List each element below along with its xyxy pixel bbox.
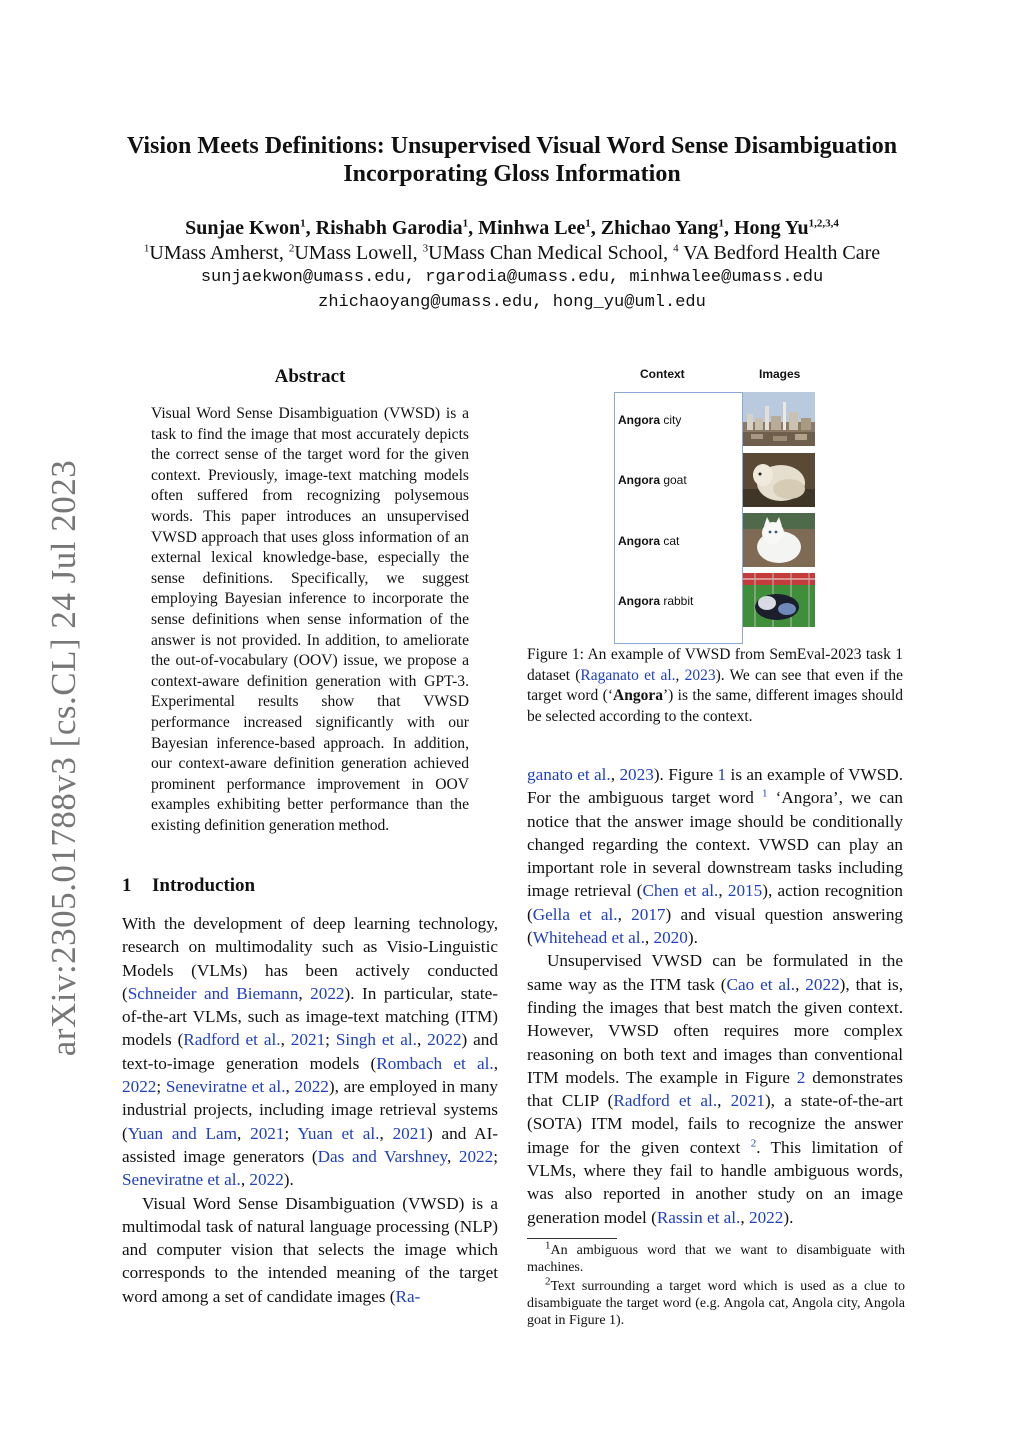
section-number: 1 <box>122 875 132 896</box>
figure-1-caption: Figure 1: An example of VWSD from SemEval-2023 task 1 dataset (Raganato et al., 2023). We can see that even if the target word (‘Angora’) is the same, different images should be selected according to the context. <box>527 646 904 725</box>
images-column-header: Images <box>759 367 801 381</box>
intro-left-column <box>122 912 498 1308</box>
author-name: Sunjae Kwon <box>185 217 301 239</box>
arxiv-identifier: arXiv:2305.01788v3 [cs.CL] 24 Jul 2023 <box>44 459 83 1057</box>
footnote-1: $^1$An ambiguous word that we want to disambiguate with machines. <box>527 1239 905 1275</box>
citation-year-link[interactable]: 2022 <box>249 1170 284 1190</box>
citation-year-link[interactable]: 2022 <box>427 1030 462 1050</box>
citation-link[interactable]: Seneviratne et al. <box>165 1077 286 1097</box>
footnote-divider <box>527 1238 617 1239</box>
context-item-cat: Angora cat <box>618 534 680 548</box>
footnote-reference-link[interactable]: 1 <box>761 787 768 800</box>
intro-right-column <box>527 763 903 1229</box>
author-name: Zhichao Yang <box>600 217 719 239</box>
angora-goat-photo <box>743 453 815 507</box>
city-skyline-photo <box>743 392 815 446</box>
citation-year-link[interactable]: 2022 <box>458 1146 494 1166</box>
email-line-2[interactable]: zhichaoyang@umass.edu, hong_yu@uml.edu <box>318 293 706 312</box>
affiliation-name: UMass Chan Medical School, <box>428 242 669 264</box>
affiliations <box>110 241 914 265</box>
context-item-goat: Angora goat <box>618 473 687 487</box>
context-item-city: Angora city <box>618 413 682 427</box>
citation-year-link[interactable]: 2022 <box>122 1077 157 1097</box>
affiliation-number: 4 <box>673 242 679 255</box>
citation-link[interactable]: Das and Varshney <box>317 1146 447 1166</box>
citation-link[interactable]: Rombach et al. <box>376 1053 494 1073</box>
citation-year-link[interactable]: 2022 <box>310 983 345 1003</box>
citation-year-link[interactable]: 2021 <box>730 1091 765 1111</box>
affiliation-mark: 1 <box>718 217 724 230</box>
citation-year-link[interactable]: 2023 <box>619 765 654 784</box>
citation-link[interactable]: ganato et al. <box>527 765 611 784</box>
intro-paragraph-4: Unsupervised VWSD can be formulated in the same way as the ITM task (Cao et al., 2022), that is, finding the images that best match the given context. However, VWSD often requires more complex reasoning on both text and images than conventional ITM models. The example in Figure 2 demonstrates that CLIP (Radford et al., 2021), a state-of-the-art (SOTA) ITM model, fails to recognize the answer image for the given context $^2$. This limitation of VLMs, where they fail to handle ambiguous words, was also reported in another study on an image generation model (Rassin et al., 2022). <box>527 951 904 1227</box>
figure-1 <box>527 362 903 652</box>
title-line-1: Vision Meets Definitions: Unsupervised Visual Word Sense Disambiguation <box>126 133 898 159</box>
citation-link[interactable]: Radford et al. <box>183 1030 281 1050</box>
white-angora-cat-photo <box>743 513 815 567</box>
citation-year-link[interactable]: 2021 <box>392 1123 427 1143</box>
affiliation-mark: 1 <box>462 217 469 230</box>
citation-link[interactable]: Raganato et al. <box>580 666 676 684</box>
email-line-1[interactable]: sunjaekwon@umass.edu, rgarodia@umass.edu, minhwalee@umass.edu <box>200 268 824 287</box>
citation-link[interactable]: Radford et al. <box>613 1091 718 1111</box>
abstract-text: Visual Word Sense Disambiguation (VWSD) is a task to find the image that most accurately depicts the correct sense of the target word for the given context. Previously, image-text matching models often suffered from recognizing polysemous words. This paper introduces an unsupervised VWSD approach that uses gloss information of an external lexical knowledge-base, especially the sense definitions. Specifically, we suggest employing Bayesian inference to incorporate the sense definitions when sense information of the answer is not provided. In addition, to ameliorate the out-of-vocabulary (OOV) issue, we propose a context-aware definition generation with GPT-3. Experimental results show that VWSD performance increased significantly with our Bayesian inference-based approach. In addition, our context-aware definition generation achieved prominent performance improvement in OOV examples exhibiting better performance than the existing definition generation method. <box>151 405 469 834</box>
citation-link[interactable]: Seneviratne et al. <box>122 1170 241 1190</box>
paper-title <box>110 132 914 188</box>
citation-year-link[interactable]: 2021 <box>290 1030 326 1050</box>
affiliation-name: VA Bedford Health Care <box>678 242 881 264</box>
figure-reference-link[interactable]: 2 <box>796 1067 806 1087</box>
citation-link[interactable]: Whitehead et al. <box>532 928 645 948</box>
citation-year-link[interactable]: 2020 <box>653 928 688 948</box>
citation-year-link[interactable]: 2022 <box>805 974 840 994</box>
affiliation-number: 3 <box>422 242 429 255</box>
citation-year-link[interactable]: 2017 <box>631 904 666 924</box>
footnote-2: $^2$Text surrounding a target word which is used as a clue to disambiguate the target word (e.g. Angola cat, Angola city, Angola goat in Figure 1). <box>527 1275 905 1328</box>
citation-year-link[interactable]: 2022 <box>748 1207 784 1227</box>
affiliation-mark: 1 <box>300 217 306 230</box>
author-name: Rishabh Garodia <box>315 217 463 239</box>
citation-link[interactable]: Chen et al. <box>642 881 719 901</box>
affiliation-number: 1 <box>143 242 150 255</box>
citation-year-link[interactable]: 2022 <box>294 1077 329 1097</box>
intro-paragraph-2: Visual Word Sense Disambiguation (VWSD) is a multimodal task of natural language processing (NLP) and computer vision that selects the image which corresponds to the intended meaning of the target word among a set of candidate images (Ra- <box>122 1193 498 1306</box>
citation-link[interactable]: Cao et al. <box>726 974 796 994</box>
citation-link[interactable]: Singh et al. <box>335 1030 417 1050</box>
affiliation-mark: 1 <box>585 217 591 230</box>
citation-link[interactable]: Yuan and Lam <box>127 1123 237 1143</box>
citation-link[interactable]: Rassin et al. <box>656 1207 741 1227</box>
abstract-heading: Abstract <box>274 366 346 387</box>
intro-paragraph-3: ganato et al., 2023). Figure 1 is an example of VWSD. For the ambiguous target word $^1$ ‘Angora’, we can notice that the answer image should be conditionally changed regarding the context. VWSD can play an important role in several downstream tasks including image retrieval (Chen et al., 2015), action recognition (Gella et al., 2017) and visual question answering (Whitehead et al., 2020). <box>527 765 904 948</box>
author-name: Hong Yu <box>733 217 809 239</box>
author-name: Minhwa Lee <box>478 217 586 239</box>
affiliation-name: UMass Amherst, <box>149 242 284 264</box>
section-heading <box>122 875 255 897</box>
citation-link[interactable]: Ra- <box>395 1286 421 1306</box>
citation-link[interactable]: Yuan et al. <box>297 1123 380 1143</box>
citation-link[interactable]: Gella et al. <box>532 904 618 924</box>
angora-rabbit-photo <box>743 573 815 627</box>
section-title: Introduction <box>152 875 256 896</box>
intro-paragraph-1: With the development of deep learning technology, research on multimodality such as Visio-Linguistic Models (VLMs) has been actively conducted (Schneider and Biemann, 2022). In particular, state-of-the-art VLMs, such as image-text matching (ITM) models (Radford et al., 2021; Singh et al., 2022) and text-to-image generation models (Rombach et al., 2022; Seneviratne et al., 2022), are employed in many industrial projects, including image retrieval systems (Yuan and Lam, 2021; Yuan et al., 2021) and AI-assisted image generators (Das and Varshney, 2022; Seneviratne et al., 2022). <box>122 914 499 1190</box>
citation-year-link[interactable]: 2021 <box>250 1123 285 1143</box>
affiliation-name: UMass Lowell, <box>294 242 418 264</box>
context-item-rabbit: Angora rabbit <box>618 594 694 608</box>
citation-link[interactable]: Schneider and Biemann <box>127 983 299 1003</box>
affiliation-mark: 1,2,3,4 <box>808 217 839 230</box>
affiliation-number: 2 <box>288 242 295 255</box>
figure-reference-link[interactable]: 1 <box>717 765 727 784</box>
context-column-header: Context <box>640 367 685 381</box>
citation-year-link[interactable]: 2015 <box>727 881 763 901</box>
author-list: Sunjae Kwon$^1$, Rishabh Garodia$^1$, Minhwa Lee$^1$, Zhichao Yang$^1$, Hong Yu$^{1,2,3,4}$ <box>185 217 839 239</box>
title-line-2: Incorporating Gloss Information <box>343 161 681 187</box>
footnote-reference-link[interactable]: 2 <box>750 1137 757 1150</box>
footnotes <box>527 1239 905 1331</box>
citation-year-link[interactable]: 2023 <box>684 666 716 684</box>
